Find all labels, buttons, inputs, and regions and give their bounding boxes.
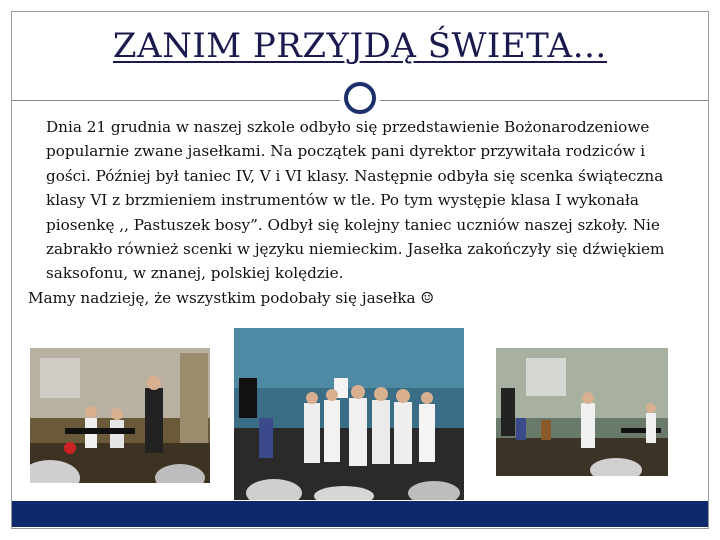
- paragraph-main: Dnia 21 grudnia w naszej szkole odbyło się przedstawienie Bożonarodzeniowe popularnie zwane jasełkami. Na początek pani dyrektor przywitała rodziców i gości. Później był taniec IV, V i VI klasy. Następnie odbyła się scenka świąteczna klasy VI z brzmieniem instrumentów w tle. Po tym występie klasa I wykonała piosenkę ,, Pastuszek bosy”. Odbył się kolejny taniec uczniów naszej szkoły. Nie zabrakło również scenki w języku niemieckim. Jasełka zakończyły się dźwiękiem saksofonu, w znanej, polskiej kolędzie.: [46, 118, 665, 283]
- body-text: [28, 115, 668, 310]
- circle-ornament-icon: [344, 82, 376, 114]
- photo-center-image: [234, 328, 464, 500]
- paragraph-closing: Mamy nadzieję, że wszystkim podobały się jasełka ☺: [28, 288, 435, 307]
- photo-right-image: [496, 348, 668, 476]
- slide-title: ZANIM PRZYJDĄ ŚWIETA…: [112, 26, 608, 66]
- photo-center: [234, 328, 464, 500]
- photo-right: [496, 348, 668, 476]
- photo-left-image: [30, 348, 210, 483]
- footer-bar: [12, 501, 708, 527]
- photo-left: [30, 348, 210, 483]
